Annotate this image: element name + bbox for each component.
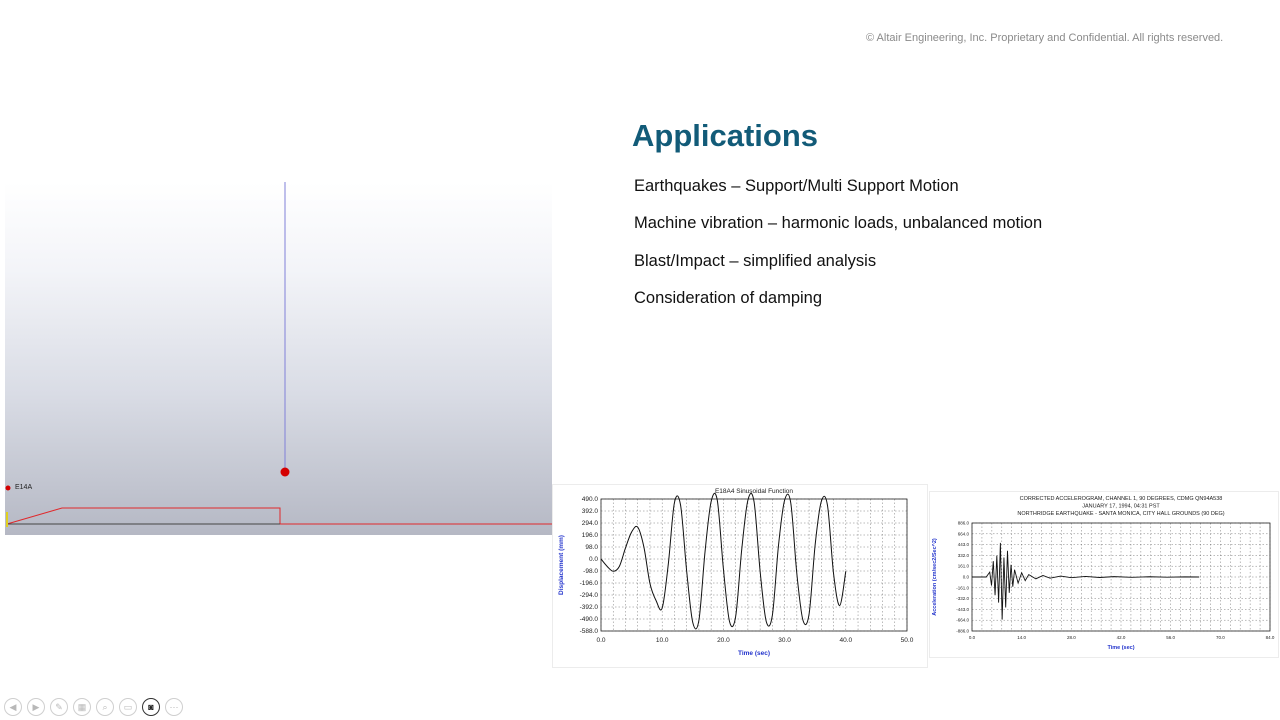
y-tick-label: 392.0 xyxy=(581,508,598,516)
x-tick-label: 30.0 xyxy=(778,637,791,644)
x-tick-label: 10.0 xyxy=(655,637,669,644)
y-tick-label: -664.0 xyxy=(956,617,969,623)
node-marker xyxy=(6,486,11,491)
node-label: E14A xyxy=(15,484,33,491)
slides-grid-icon[interactable]: ▦ xyxy=(73,698,91,716)
y-tick-label: 0.0 xyxy=(962,574,969,580)
y-tick-label: -332.0 xyxy=(956,596,969,602)
pen-icon[interactable]: ✎ xyxy=(50,698,68,716)
x-axis-label: Time (sec) xyxy=(737,650,771,657)
y-tick-label: -392.0 xyxy=(579,604,598,612)
model-viewport[interactable] xyxy=(5,182,552,535)
element-outline xyxy=(7,508,280,524)
x-tick-label: 56.0 xyxy=(1166,635,1176,640)
y-tick-label: 664.0 xyxy=(957,531,969,537)
chart-title: E18A4 Sinusoidal Function xyxy=(714,488,794,495)
accelerogram-chart xyxy=(929,491,1279,658)
chart-subtitle: NORTHRIDGE EARTHQUAKE - SANTA MONICA, CITY HALL GROUNDS (90 DEG) xyxy=(1017,511,1225,517)
y-tick-label: 0.0 xyxy=(588,556,598,564)
y-tick-label: 443.0 xyxy=(957,542,969,548)
y-tick-label: 196.0 xyxy=(581,532,598,540)
y-tick-label: 490.0 xyxy=(581,496,598,504)
y-tick-label: -98.0 xyxy=(583,568,598,576)
y-tick-label: -161.0 xyxy=(956,585,969,591)
next-icon[interactable]: ▶ xyxy=(27,698,45,716)
chart-title: CORRECTED ACCELEROGRAM, CHANNEL 1, 90 DEGREES, CDMG QN94A538 xyxy=(1019,496,1223,502)
x-tick-label: 70.0 xyxy=(1215,635,1225,640)
y-axis-label: Displacement (mm) xyxy=(558,535,565,595)
bullet-item: Blast/Impact – simplified analysis xyxy=(634,251,877,270)
y-tick-label: 161.0 xyxy=(957,563,969,569)
presentation-toolbar xyxy=(4,698,183,716)
mass-node xyxy=(281,468,290,477)
x-tick-label: 20.0 xyxy=(717,637,730,644)
x-tick-label: 28.0 xyxy=(1066,635,1076,640)
displacement-chart-svg xyxy=(553,485,929,669)
y-tick-label: -294.0 xyxy=(579,592,598,600)
y-tick-label: 294.0 xyxy=(581,520,598,528)
y-tick-label: -886.0 xyxy=(956,628,969,634)
y-tick-label: 98.0 xyxy=(585,544,598,552)
x-tick-label: 14.0 xyxy=(1017,635,1027,640)
series-line xyxy=(972,543,1199,620)
x-tick-label: 0.0 xyxy=(596,637,606,644)
y-tick-label: -196.0 xyxy=(579,580,598,588)
chart-subtitle: JANUARY 17, 1994, 04:31 PST xyxy=(1082,503,1160,510)
bullet-list xyxy=(634,176,1042,325)
more-options-icon[interactable]: ⋯ xyxy=(165,698,183,716)
camera-icon[interactable]: ◙ xyxy=(142,698,160,716)
y-tick-label: -443.0 xyxy=(956,606,969,612)
y-axis-label: Acceleration (cm/sec2/Sec^2) xyxy=(932,538,938,616)
y-tick-label: -490.0 xyxy=(579,616,598,624)
slide-title: Applications xyxy=(632,118,819,153)
model-view-svg xyxy=(5,182,552,535)
bullet-item: Earthquakes – Support/Multi Support Motion xyxy=(634,177,959,195)
x-axis-label: Time (sec) xyxy=(1107,645,1135,651)
previous-icon[interactable]: ◀ xyxy=(4,698,22,716)
zoom-icon[interactable]: ⌕ xyxy=(96,698,114,716)
displacement-chart xyxy=(552,484,928,668)
y-tick-label: -588.0 xyxy=(579,628,598,636)
subtitles-icon[interactable]: ▭ xyxy=(119,698,137,716)
x-tick-label: 84.0 xyxy=(1265,635,1275,640)
bullet-item: Machine vibration – harmonic loads, unbalanced motion xyxy=(634,214,1043,233)
x-tick-label: 0.0 xyxy=(968,635,976,640)
y-tick-label: 886.0 xyxy=(957,520,969,526)
bullet-item: Consideration of damping xyxy=(634,288,823,307)
copyright-notice: © Altair Engineering, Inc. Proprietary and Confidential. All rights reserved. xyxy=(866,32,1224,44)
x-tick-label: 42.0 xyxy=(1116,635,1126,640)
x-tick-label: 40.0 xyxy=(839,637,853,644)
y-tick-label: 332.0 xyxy=(957,552,969,558)
x-tick-label: 50.0 xyxy=(900,637,914,644)
accelerogram-chart-svg xyxy=(930,492,1280,659)
